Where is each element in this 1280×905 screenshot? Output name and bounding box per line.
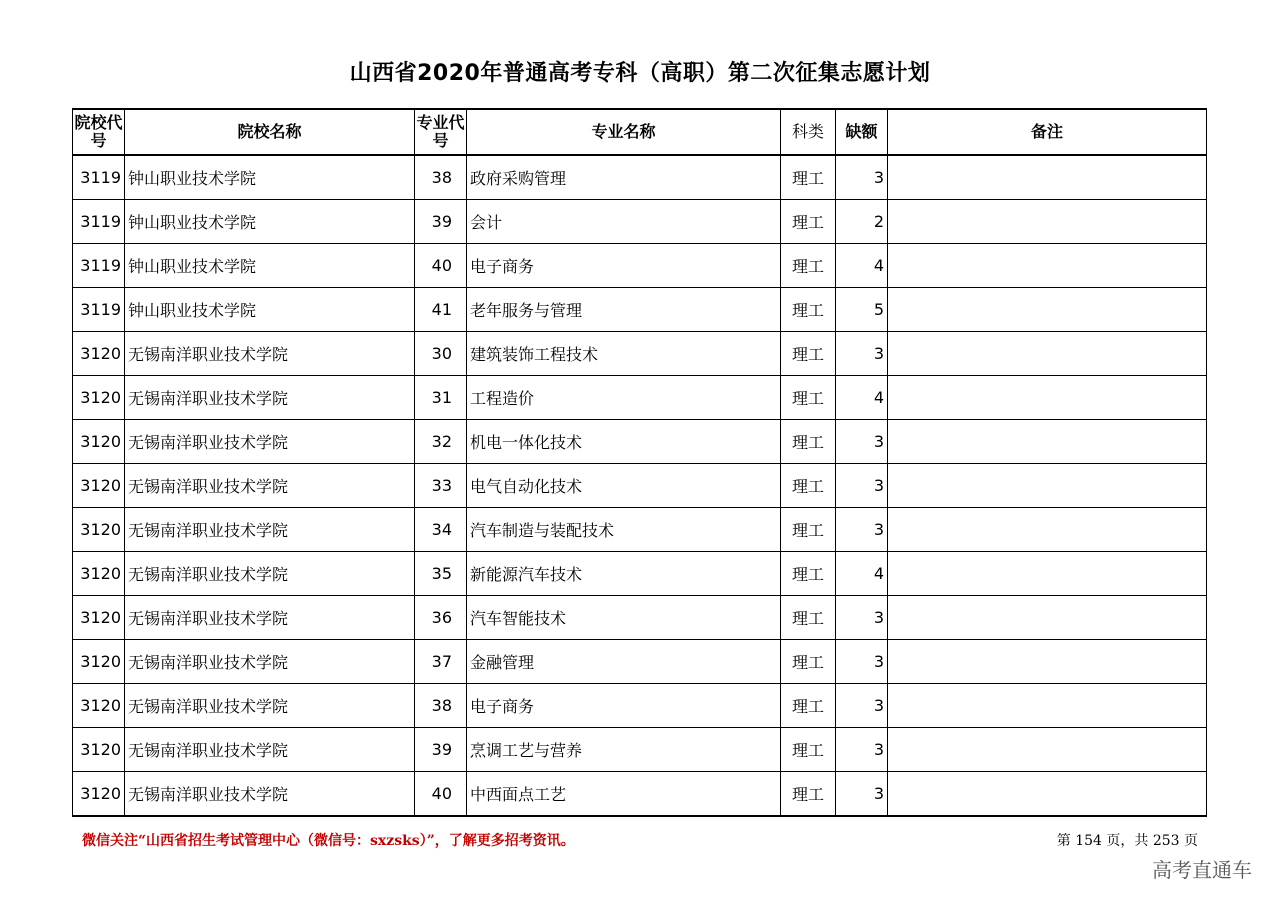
cell-quota: 3: [836, 508, 888, 552]
cell-quota: 4: [836, 244, 888, 288]
header-major-name: 专业名称: [467, 109, 781, 155]
cell-major-name: 老年服务与管理: [467, 288, 781, 332]
cell-major-name: 汽车制造与装配技术: [467, 508, 781, 552]
cell-remark: [888, 508, 1207, 552]
cell-quota: 4: [836, 552, 888, 596]
table-row: [73, 552, 1207, 596]
cell-remark: [888, 155, 1207, 200]
cell-category: 理工: [781, 420, 836, 464]
cell-major-name: 电子商务: [467, 244, 781, 288]
cell-major-name: 政府采购管理: [467, 155, 781, 200]
cell-category: 理工: [781, 684, 836, 728]
cell-school-code: 3120: [73, 464, 125, 508]
cell-quota: 5: [836, 288, 888, 332]
header-category: 科类: [781, 109, 836, 155]
cell-major-code: 38: [415, 155, 467, 200]
table-row: [73, 288, 1207, 332]
cell-category: 理工: [781, 508, 836, 552]
table-row: [73, 200, 1207, 244]
cell-school-name: 无锡南洋职业技术学院: [125, 596, 415, 640]
cell-school-name: 钟山职业技术学院: [125, 155, 415, 200]
cell-category: 理工: [781, 552, 836, 596]
cell-category: 理工: [781, 772, 836, 817]
cell-remark: [888, 552, 1207, 596]
cell-major-code: 34: [415, 508, 467, 552]
cell-major-name: 电气自动化技术: [467, 464, 781, 508]
cell-school-name: 无锡南洋职业技术学院: [125, 552, 415, 596]
cell-major-code: 30: [415, 332, 467, 376]
cell-quota: 3: [836, 684, 888, 728]
cell-major-code: 40: [415, 772, 467, 817]
cell-major-name: 新能源汽车技术: [467, 552, 781, 596]
cell-school-name: 钟山职业技术学院: [125, 288, 415, 332]
cell-major-code: 39: [415, 200, 467, 244]
cell-school-code: 3120: [73, 596, 125, 640]
cell-quota: 3: [836, 772, 888, 817]
enrollment-plan-table: [72, 108, 1207, 817]
cell-major-name: 工程造价: [467, 376, 781, 420]
cell-school-code: 3120: [73, 508, 125, 552]
cell-school-code: 3120: [73, 640, 125, 684]
cell-major-name: 中西面点工艺: [467, 772, 781, 817]
cell-school-code: 3119: [73, 244, 125, 288]
cell-major-code: 38: [415, 684, 467, 728]
cell-major-code: 36: [415, 596, 467, 640]
header-quota: 缺额: [836, 109, 888, 155]
cell-major-code: 32: [415, 420, 467, 464]
cell-major-name: 烹调工艺与营养: [467, 728, 781, 772]
cell-quota: 3: [836, 155, 888, 200]
cell-remark: [888, 244, 1207, 288]
wechat-follow-note: 微信关注“山西省招生考试管理中心（微信号：sxzsks）”，了解更多招考资讯。: [82, 833, 575, 849]
cell-category: 理工: [781, 596, 836, 640]
table-row: [73, 244, 1207, 288]
cell-school-name: 无锡南洋职业技术学院: [125, 332, 415, 376]
cell-school-name: 无锡南洋职业技术学院: [125, 376, 415, 420]
cell-category: 理工: [781, 288, 836, 332]
cell-major-code: 35: [415, 552, 467, 596]
table-row: [73, 464, 1207, 508]
table-header-row: [73, 109, 1207, 155]
cell-school-code: 3120: [73, 552, 125, 596]
cell-major-code: 33: [415, 464, 467, 508]
cell-category: 理工: [781, 244, 836, 288]
cell-quota: 3: [836, 596, 888, 640]
cell-quota: 3: [836, 640, 888, 684]
cell-category: 理工: [781, 640, 836, 684]
cell-remark: [888, 772, 1207, 817]
cell-remark: [888, 640, 1207, 684]
cell-category: 理工: [781, 200, 836, 244]
table-row: [73, 376, 1207, 420]
cell-school-code: 3120: [73, 728, 125, 772]
cell-school-code: 3119: [73, 200, 125, 244]
cell-remark: [888, 464, 1207, 508]
cell-school-code: 3119: [73, 155, 125, 200]
cell-category: 理工: [781, 155, 836, 200]
cell-school-code: 3120: [73, 376, 125, 420]
cell-category: 理工: [781, 376, 836, 420]
cell-major-name: 会计: [467, 200, 781, 244]
cell-school-code: 3120: [73, 420, 125, 464]
cell-remark: [888, 420, 1207, 464]
cell-school-name: 无锡南洋职业技术学院: [125, 464, 415, 508]
cell-school-name: 无锡南洋职业技术学院: [125, 508, 415, 552]
cell-school-code: 3120: [73, 684, 125, 728]
table-row: [73, 508, 1207, 552]
cell-school-name: 无锡南洋职业技术学院: [125, 640, 415, 684]
header-school-code: 院校代号: [73, 109, 125, 155]
cell-remark: [888, 728, 1207, 772]
cell-remark: [888, 684, 1207, 728]
cell-remark: [888, 376, 1207, 420]
header-major-code: 专业代号: [415, 109, 467, 155]
table-row: [73, 640, 1207, 684]
table-row: [73, 728, 1207, 772]
cell-category: 理工: [781, 728, 836, 772]
table-row: [73, 332, 1207, 376]
cell-quota: 3: [836, 464, 888, 508]
cell-school-code: 3120: [73, 332, 125, 376]
cell-remark: [888, 332, 1207, 376]
header-remark: 备注: [888, 109, 1207, 155]
cell-category: 理工: [781, 332, 836, 376]
table-row: [73, 596, 1207, 640]
cell-quota: 3: [836, 420, 888, 464]
watermark-text: 高考直通车: [1152, 858, 1252, 882]
cell-major-code: 41: [415, 288, 467, 332]
page-title: 山西省2020年普通高考专科（高职）第二次征集志愿计划: [349, 61, 931, 86]
cell-quota: 3: [836, 332, 888, 376]
page-number: 第 154 页，共 253 页: [1056, 833, 1198, 849]
cell-major-code: 31: [415, 376, 467, 420]
cell-major-name: 机电一体化技术: [467, 420, 781, 464]
cell-school-name: 无锡南洋职业技术学院: [125, 420, 415, 464]
cell-quota: 3: [836, 728, 888, 772]
table-row: [73, 155, 1207, 200]
header-school-name: 院校名称: [125, 109, 415, 155]
table-row: [73, 420, 1207, 464]
cell-school-name: 无锡南洋职业技术学院: [125, 684, 415, 728]
cell-quota: 4: [836, 376, 888, 420]
cell-school-code: 3120: [73, 772, 125, 817]
cell-school-name: 无锡南洋职业技术学院: [125, 728, 415, 772]
cell-major-name: 建筑装饰工程技术: [467, 332, 781, 376]
table-row: [73, 772, 1207, 817]
cell-school-name: 钟山职业技术学院: [125, 200, 415, 244]
cell-major-name: 汽车智能技术: [467, 596, 781, 640]
cell-major-name: 金融管理: [467, 640, 781, 684]
table-row: [73, 684, 1207, 728]
cell-remark: [888, 288, 1207, 332]
cell-major-name: 电子商务: [467, 684, 781, 728]
cell-major-code: 40: [415, 244, 467, 288]
cell-school-code: 3119: [73, 288, 125, 332]
cell-quota: 2: [836, 200, 888, 244]
cell-major-code: 37: [415, 640, 467, 684]
cell-major-code: 39: [415, 728, 467, 772]
cell-remark: [888, 596, 1207, 640]
cell-school-name: 无锡南洋职业技术学院: [125, 772, 415, 817]
cell-category: 理工: [781, 464, 836, 508]
cell-school-name: 钟山职业技术学院: [125, 244, 415, 288]
cell-remark: [888, 200, 1207, 244]
